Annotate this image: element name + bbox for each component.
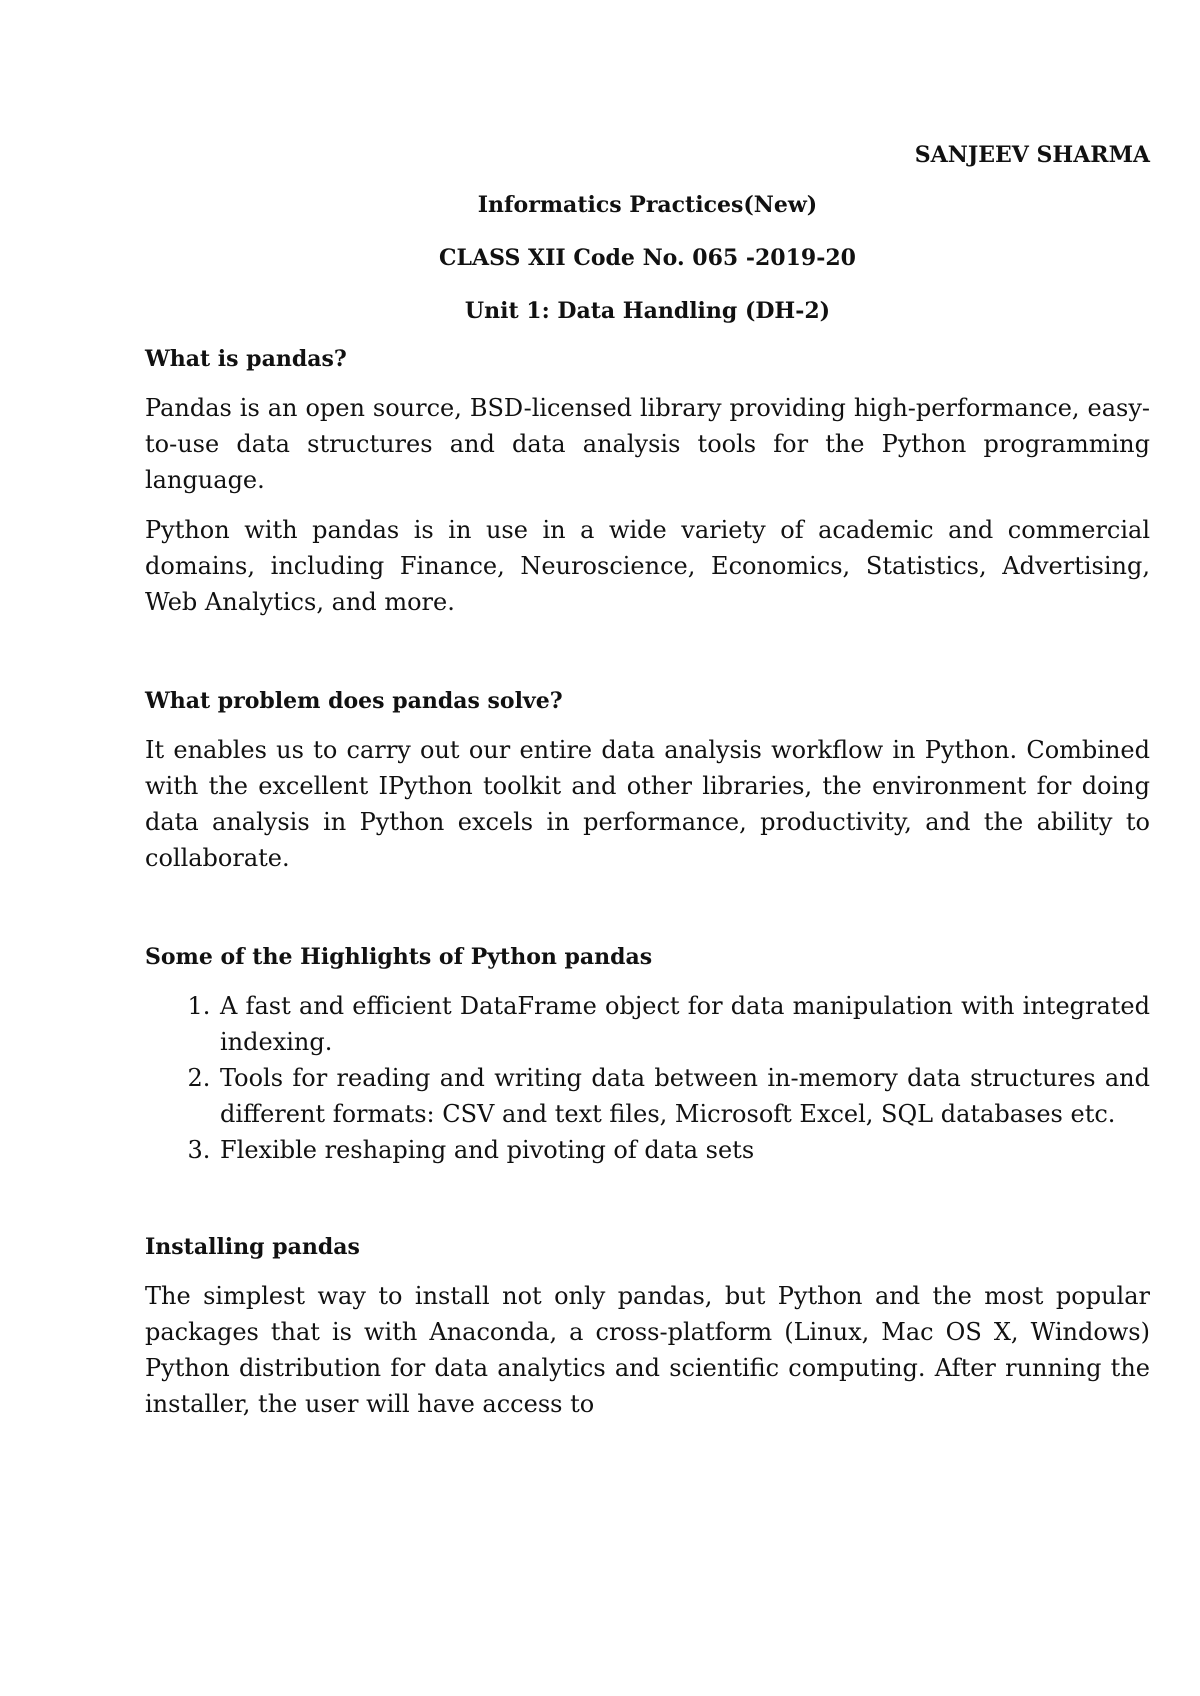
list-item: 2. Tools for reading and writing data between in-memory data structures and different formats: CSV and text files, Microsoft Excel, SQL databases etc. <box>218 1060 1150 1132</box>
paragraph: Python with pandas is in use in a wide variety of academic and commercial domains, including Finance, Neuroscience, Economics, Statistics, Advertising, Web Analytics, and more. <box>145 516 1150 616</box>
section-heading: What is pandas? <box>145 346 347 372</box>
unit-title: Unit 1: Data Handling (DH-2) <box>464 298 831 324</box>
highlights-list <box>145 988 1150 1168</box>
list-item: 3. Flexible reshaping and pivoting of data sets <box>218 1132 1150 1168</box>
section-heading: Some of the Highlights of Python pandas <box>145 944 653 970</box>
section-heading: What problem does pandas solve? <box>145 688 563 714</box>
spacer <box>145 890 1150 942</box>
section-highlights <box>145 942 1150 1168</box>
list-item: 1. A fast and efficient DataFrame object for data manipulation with integrated indexing. <box>218 988 1150 1060</box>
paragraph: The simplest way to install not only pandas, but Python and the most popular packages that is with Anaconda, a cross-platform (Linux, Mac OS X, Windows) Python distribution for data analytics and scientific computing. After running the installer, the user will have access to <box>145 1282 1150 1418</box>
spacer <box>145 634 1150 686</box>
section-heading: Installing pandas <box>145 1234 360 1260</box>
spacer <box>145 1168 1150 1232</box>
subject-title: Informatics Practices(New) <box>477 192 818 218</box>
paragraph: Pandas is an open source, BSD-licensed library providing high-performance, easy-to-use data structures and data analysis tools for the Python programming language. <box>145 394 1150 494</box>
class-code: CLASS XII Code No. 065 -2019-20 <box>439 245 856 271</box>
section-what-is-pandas <box>145 344 1150 620</box>
section-problem-solved <box>145 686 1150 876</box>
document-page <box>145 140 1150 1436</box>
section-installing <box>145 1232 1150 1422</box>
paragraph: It enables us to carry out our entire data analysis workflow in Python. Combined with the excellent IPython toolkit and other libraries, the environment for doing data analysis in Python excels in performance, productivity, and the ability to collaborate. <box>145 736 1150 872</box>
author-name: SANJEEV SHARMA <box>914 142 1150 168</box>
